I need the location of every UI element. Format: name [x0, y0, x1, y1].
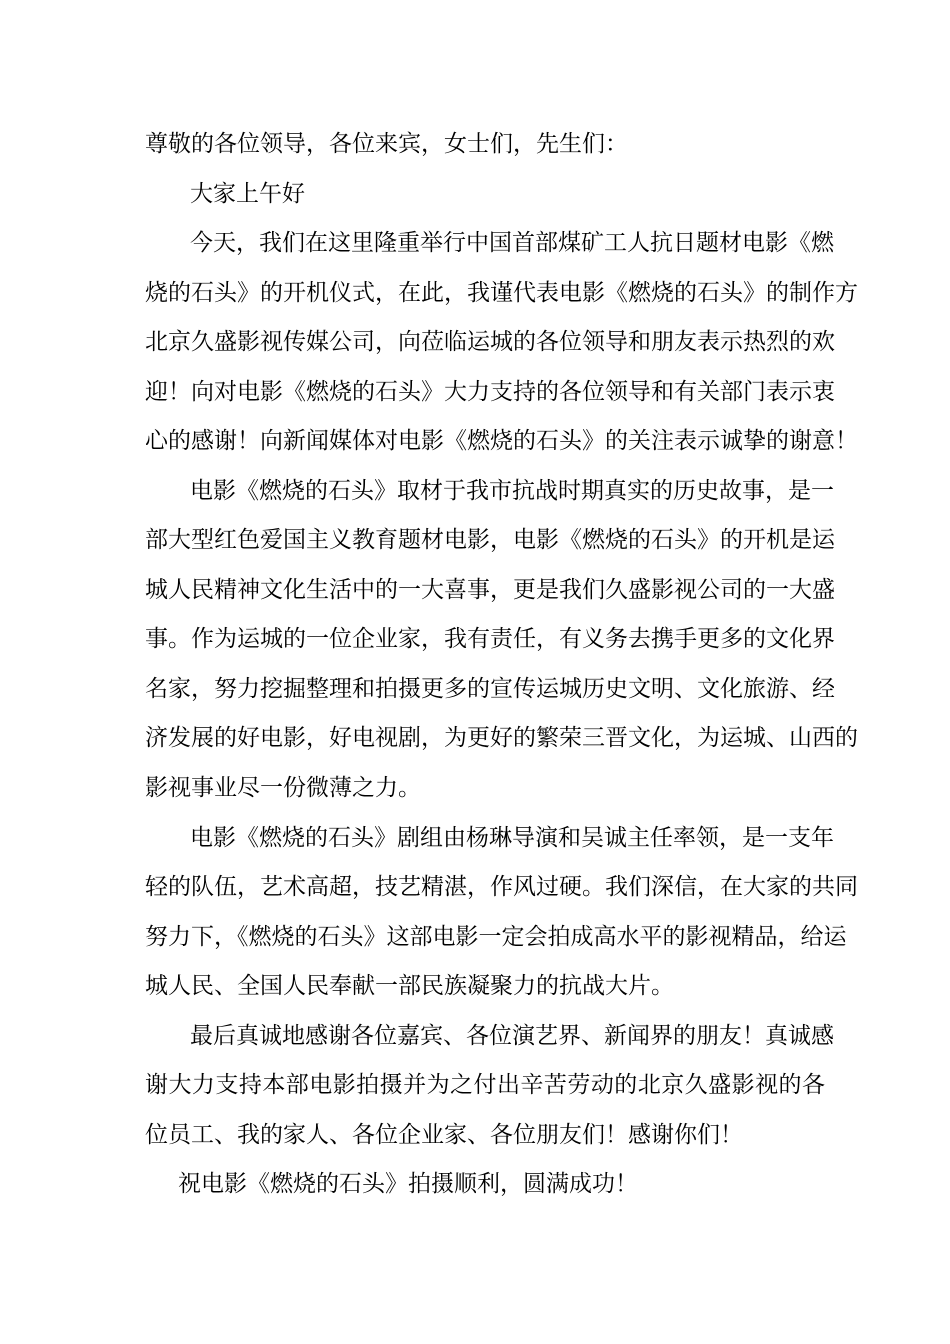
paragraph-2-line-7: 影视事业尽一份微薄之力。 [145, 775, 421, 801]
paragraph-2-line-3: 城人民精神文化生活中的一大喜事，更是我们久盛影视公司的一大盛 [145, 577, 835, 603]
paragraph-4-line-1: 最后真诚地感谢各位嘉宾、各位演艺界、新闻界的朋友！真诚感 [190, 1023, 834, 1049]
paragraph-3-line-2: 轻的队伍，艺术高超，技艺精湛，作风过硬。我们深信，在大家的共同 [145, 874, 858, 900]
paragraph-2-line-1: 电影《燃烧的石头》取材于我市抗战时期真实的历史故事，是一 [190, 478, 834, 504]
paragraph-4-line-3: 位员工、我的家人、各位企业家、各位朋友们！感谢你们！ [145, 1122, 743, 1148]
paragraph-1-line-2: 烧的石头》的开机仪式，在此，我谨代表电影《燃烧的石头》的制作方 [145, 280, 858, 306]
salutation-line: 大家上午好 [190, 181, 305, 207]
paragraph-1-line-3: 北京久盛影视传媒公司，向莅临运城的各位领导和朋友表示热烈的欢 [145, 329, 835, 355]
paragraph-4-line-2: 谢大力支持本部电影拍摄并为之付出辛苦劳动的北京久盛影视的各 [145, 1072, 825, 1098]
paragraph-2-line-2: 部大型红色爱国主义教育题材电影，电影《燃烧的石头》的开机是运 [145, 527, 835, 553]
paragraph-2-line-6: 济发展的好电影，好电视剧，为更好的繁荣三晋文化，为运城、山西的 [145, 725, 858, 751]
paragraph-3-line-4: 城人民、全国人民奉献一部民族凝聚力的抗战大片。 [145, 973, 674, 999]
greeting-line: 尊敬的各位领导，各位来宾，女士们，先生们： [145, 131, 628, 157]
paragraph-1-line-4: 迎！向对电影《燃烧的石头》大力支持的各位领导和有关部门表示衷 [145, 379, 835, 405]
paragraph-3-line-1: 电影《燃烧的石头》剧组由杨琳导演和吴诚主任率领，是一支年 [190, 825, 834, 851]
paragraph-2-line-5: 名家，努力挖掘整理和拍摄更多的宣传运城历史文明、文化旅游、经 [145, 676, 835, 702]
paragraph-3-line-3: 努力下，《燃烧的石头》这部电影一定会拍成高水平的影视精品，给运 [145, 924, 847, 950]
paragraph-1-line-5: 心的感谢！向新闻媒体对电影《燃烧的石头》的关注表示诚挚的谢意！ [145, 428, 858, 454]
paragraph-1-line-1: 今天，我们在这里隆重举行中国首部煤矿工人抗日题材电影《燃 [190, 230, 834, 256]
closing-line: 祝电影《燃烧的石头》拍摄顺利，圆满成功！ [178, 1171, 638, 1197]
paragraph-2-line-4: 事。作为运城的一位企业家，我有责任，有义务去携手更多的文化界 [145, 626, 835, 652]
